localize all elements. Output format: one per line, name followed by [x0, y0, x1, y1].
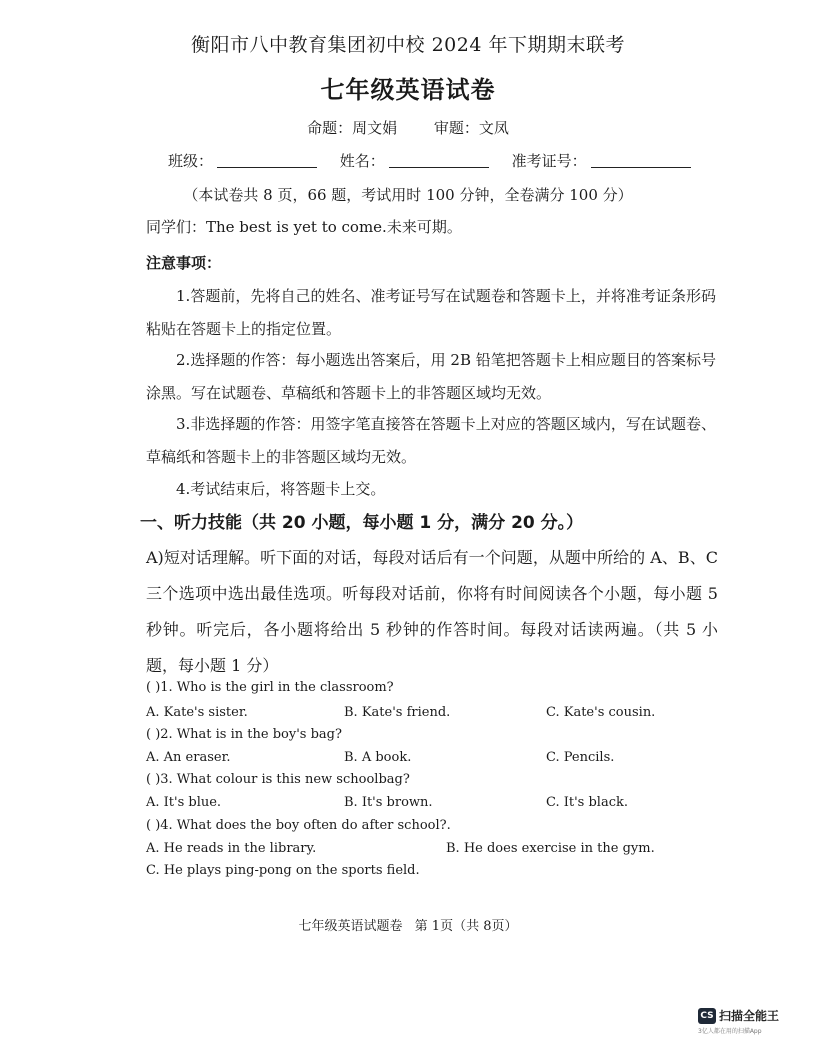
- scanner-watermark: [698, 1005, 798, 1035]
- question-2-option-c: C. Pencils.: [546, 750, 615, 765]
- name-blank: [389, 153, 489, 168]
- page-footer: [0, 915, 816, 934]
- notice-item-1: 1.答题前，先将自己的姓名、准考证号写在试题卷和答题卡上，并将准考证条形码粘贴在答题卡上的指定位置。: [146, 287, 716, 338]
- question-4-option-a: A. He reads in the library.: [146, 841, 317, 856]
- page-number: 第 1页（共 8页）: [414, 919, 518, 934]
- question-4-option-c: C. He plays ping-pong on the sports field.: [146, 863, 420, 878]
- question-1-option-b: B. Kate's friend.: [344, 705, 451, 720]
- question-4-option-b: B. He does exercise in the gym.: [446, 841, 655, 856]
- question-2-stem: ( )2. What is in the boy's bag?: [146, 727, 342, 742]
- class-field: [168, 150, 317, 171]
- question-1-option-c: C. Kate's cousin.: [546, 705, 656, 720]
- camscanner-logo-icon: CS: [698, 1008, 716, 1024]
- question-3-option-b: B. It's brown.: [344, 795, 433, 810]
- notice-item-4: 4.考试结束后，将答题卡上交。: [176, 480, 386, 498]
- question-2-option-b: B. A book.: [344, 750, 412, 765]
- id-label: 准考证号：: [511, 152, 587, 170]
- section-title: 一、听力技能（共 20 小题，每小题 1 分，满分 20 分。）: [140, 513, 584, 533]
- question-3-stem: ( )3. What colour is this new schoolbag?: [146, 772, 410, 787]
- question-4-stem: ( )4. What does the boy often do after school?.: [146, 818, 451, 833]
- footer-label: 七年级英语试题卷: [298, 919, 403, 934]
- notice-item-3: 3.非选择题的作答：用签字笔直接答在答题卡上对应的答题区域内，写在试题卷、草稿纸和答题卡上的非答题区域均无效。: [146, 415, 716, 466]
- student-info-fields: [168, 150, 709, 171]
- part-a-instructions: A)短对话理解。听下面的对话，每段对话后有一个问题，从题中所给的 A、B、C 三个选项中选出最佳选项。听每段对话前，你将有时间阅读各个小题，每小题 5 秒钟。听完后，各小题将给出 5 秒钟的作答时间。每段对话读两遍。（共 5 小题，每小题 1 分）: [146, 548, 718, 675]
- exam-info: （本试卷共 8 页，66 题，考试用时 100 分钟，全卷满分 100 分）: [183, 186, 633, 204]
- author-line: [0, 117, 816, 138]
- id-field: [512, 150, 691, 171]
- setter-label: 命题：周文娟: [307, 119, 398, 137]
- school-header: 衡阳市八中教育集团初中校 2024 年下期期末联考: [191, 34, 625, 56]
- question-1-option-a: A. Kate's sister.: [146, 705, 248, 720]
- id-blank: [591, 153, 691, 168]
- question-3-option-a: A. It's blue.: [146, 795, 222, 810]
- notice-title: 注意事项：: [146, 254, 222, 272]
- notice-item-2: 2.选择题的作答：每小题选出答案后，用 2B 铅笔把答题卡上相应题目的答案标号涂黑。写在试题卷、草稿纸和答题卡上的非答题区域均无效。: [146, 351, 716, 402]
- scanner-app-name: 扫描全能王: [719, 1009, 780, 1023]
- motto: 同学们：The best is yet to come.未来可期。: [146, 218, 462, 236]
- exam-title: 七年级英语试卷: [320, 76, 496, 104]
- name-field: [340, 150, 489, 171]
- reviewer-label: 审题：文凤: [433, 119, 509, 137]
- scanner-tagline: 3亿人都在用的扫描App: [698, 1028, 762, 1035]
- class-label: 班级：: [168, 152, 214, 170]
- name-label: 姓名：: [339, 152, 385, 170]
- question-2-option-a: A. An eraser.: [146, 750, 231, 765]
- question-3-option-c: C. It's black.: [546, 795, 629, 810]
- class-blank: [217, 153, 317, 168]
- question-1-stem: ( )1. Who is the girl in the classroom?: [146, 680, 394, 695]
